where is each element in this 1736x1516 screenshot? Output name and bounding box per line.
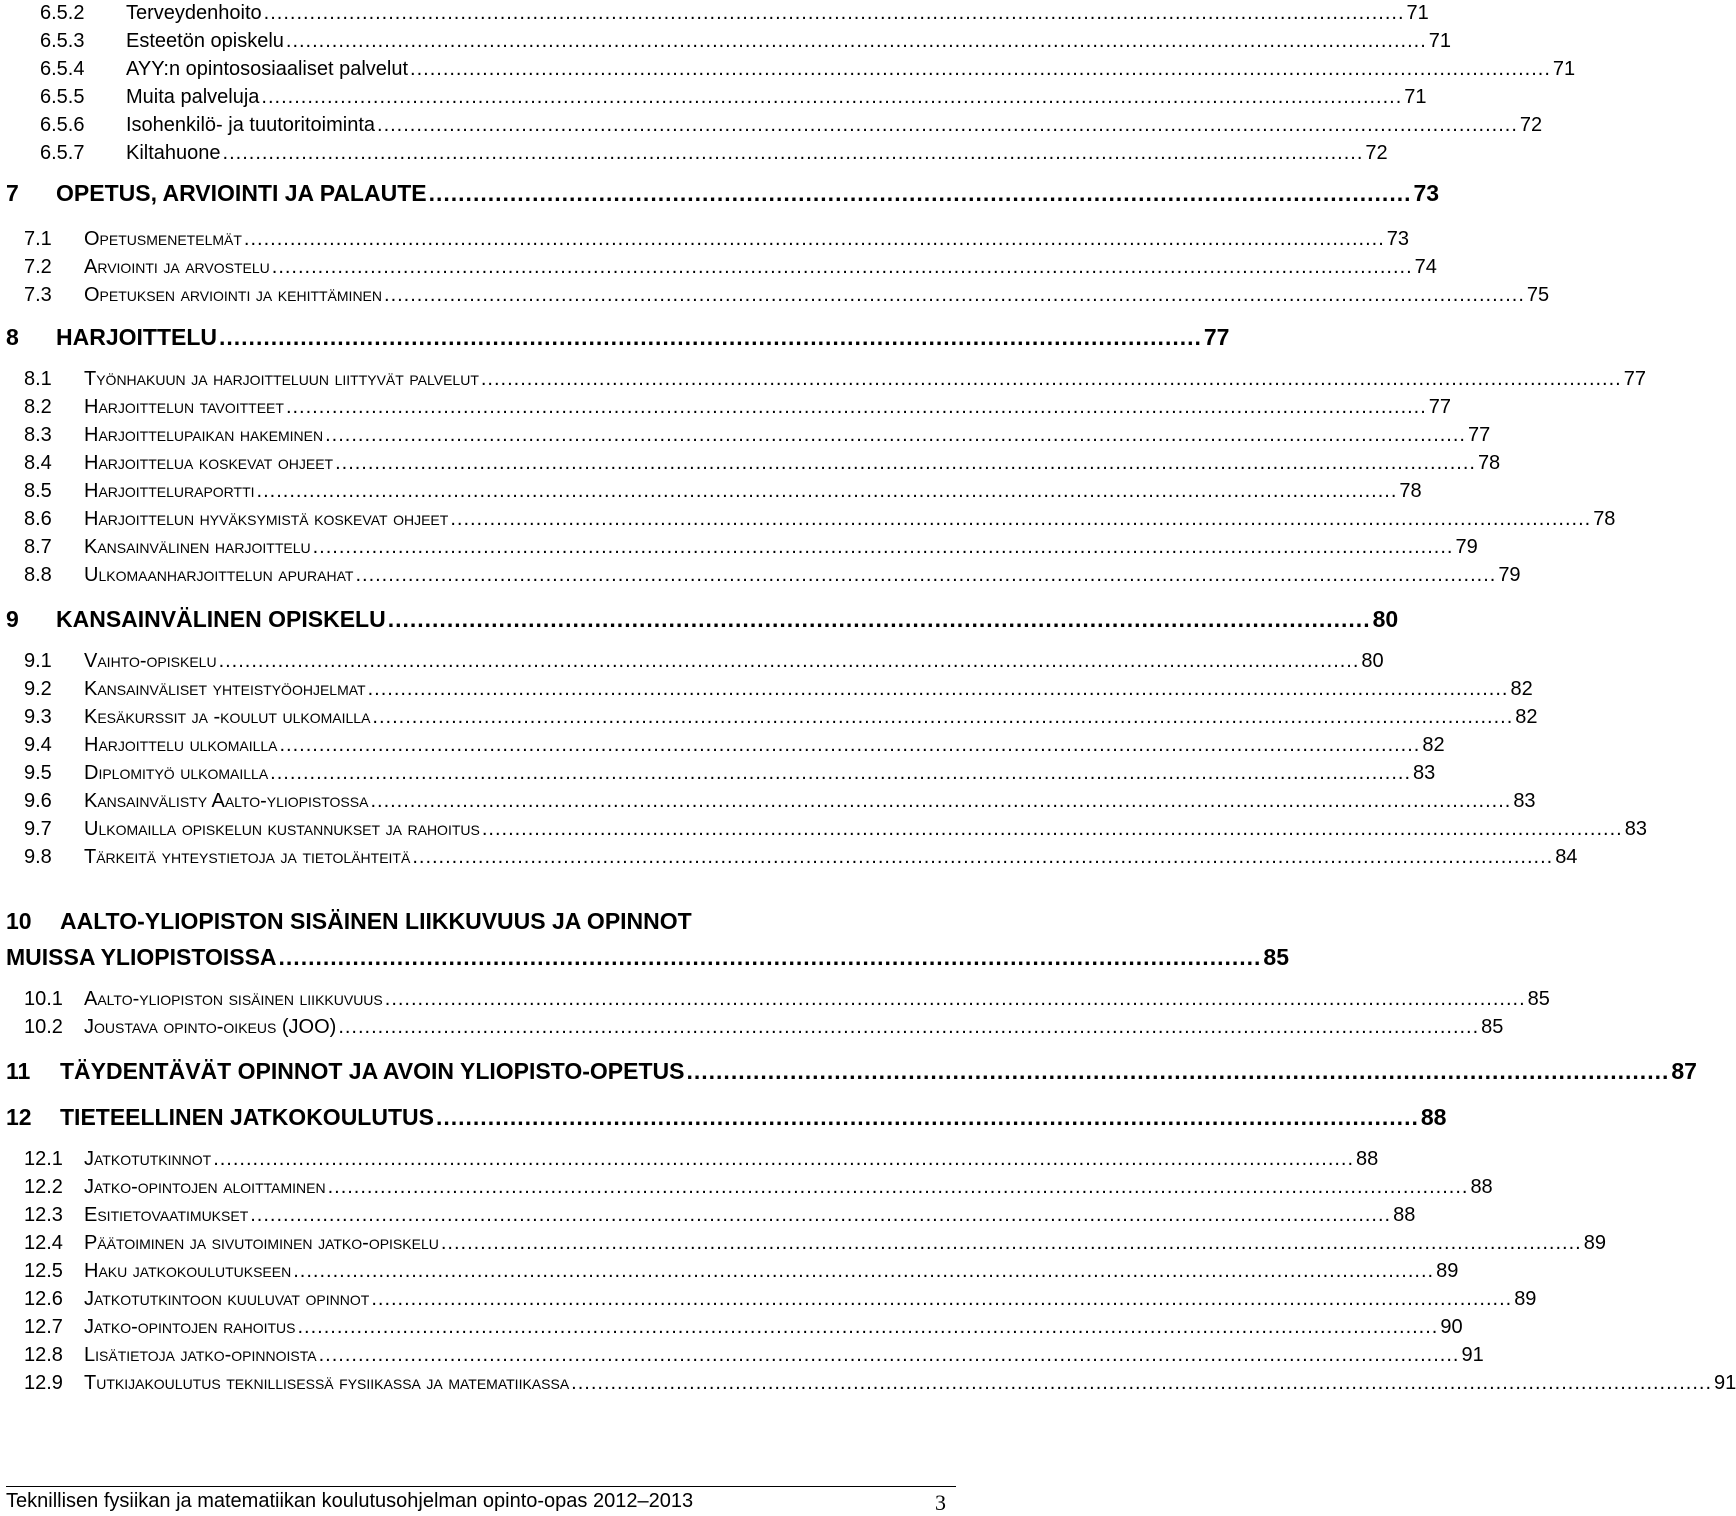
entry-page: 79 bbox=[1498, 564, 1521, 586]
toc-entry[interactable] bbox=[40, 2, 1429, 25]
entry-number: 6.5.6 bbox=[40, 114, 85, 136]
toc-entry[interactable] bbox=[24, 1288, 1537, 1311]
entry-title: Terveydenhoito bbox=[126, 2, 262, 24]
entry-title: Kansainväliset yhteistyöohjelmat bbox=[84, 678, 366, 700]
chapter-title: OPETUS, ARVIOINTI JA PALAUTE bbox=[56, 180, 427, 206]
entry-page: 80 bbox=[1361, 650, 1384, 672]
entry-number: 9.7 bbox=[24, 818, 52, 840]
entry-page: 71 bbox=[1552, 58, 1576, 80]
entry-title: Jatkotutkintoon kuuluvat opinnot bbox=[84, 1288, 370, 1310]
entry-number: 8.3 bbox=[24, 424, 52, 446]
entry-number: 12.6 bbox=[24, 1288, 63, 1310]
leader-dots: .............................................................................................................................................................................. bbox=[297, 1316, 1439, 1338]
toc-entry[interactable] bbox=[24, 228, 1410, 251]
toc-entry[interactable] bbox=[24, 818, 1647, 841]
entry-number: 12.9 bbox=[24, 1372, 63, 1394]
leader-dots: .............................................................................................................................................................................. bbox=[372, 706, 1514, 728]
toc-entry[interactable] bbox=[40, 114, 1543, 137]
chapter-page: 80 bbox=[1372, 606, 1399, 632]
entry-number: 7.2 bbox=[24, 256, 52, 278]
entry-number: 6.5.3 bbox=[40, 30, 85, 52]
entry-number: 8.1 bbox=[24, 368, 52, 390]
entry-number: 8.4 bbox=[24, 452, 52, 474]
chapter-title: HARJOITTELU bbox=[56, 324, 217, 350]
toc-entry[interactable] bbox=[24, 678, 1533, 701]
chapter-page: 73 bbox=[1413, 180, 1440, 206]
toc-entry[interactable] bbox=[24, 1016, 1504, 1039]
entry-title: Kansainvälisty Aalto-yliopistossa bbox=[84, 790, 369, 812]
entry-number: 7.1 bbox=[24, 228, 52, 250]
entry-number: 6.5.4 bbox=[40, 58, 85, 80]
entry-title: Esteetön opiskelu bbox=[126, 30, 284, 52]
toc-entry[interactable] bbox=[24, 762, 1436, 785]
toc-entry[interactable] bbox=[24, 480, 1422, 503]
entry-title: Kesäkurssit ja -koulut ulkomailla bbox=[84, 706, 371, 728]
entry-number: 12.3 bbox=[24, 1204, 63, 1226]
leader-dots: .............................................................................................................................................................................. bbox=[318, 1344, 1460, 1366]
toc-entry[interactable] bbox=[24, 536, 1478, 559]
entry-page: 79 bbox=[1455, 536, 1478, 558]
toc-chapter-line1[interactable] bbox=[6, 908, 954, 935]
entry-number: 6.5.2 bbox=[40, 2, 85, 24]
toc-entry[interactable] bbox=[24, 564, 1521, 587]
toc-entry[interactable] bbox=[24, 1148, 1379, 1171]
toc-entry[interactable] bbox=[24, 1372, 1736, 1395]
entry-page: 91 bbox=[1461, 1344, 1484, 1366]
leader-dots: .............................................................................................................................................................................. bbox=[218, 650, 1360, 672]
entry-title: Muita palveluja bbox=[126, 86, 260, 108]
entry-number: 12.8 bbox=[24, 1344, 63, 1366]
entry-number: 7.3 bbox=[24, 284, 52, 306]
entry-number: 8.8 bbox=[24, 564, 52, 586]
chapter-page: 87 bbox=[1671, 1058, 1697, 1084]
footer-page-number: 3 bbox=[935, 1490, 946, 1515]
leader-dots: .............................................................................................................................................................................. bbox=[256, 480, 1398, 502]
leader-dots: .............................................................................................................................................................................. bbox=[335, 452, 1476, 474]
leader-dots: .............................................................................................................................................................................. bbox=[338, 1016, 1480, 1038]
entry-title: Joustava opinto-oikeus (JOO) bbox=[84, 1016, 337, 1038]
leader-dots: .............................................................................................................................................................................. bbox=[480, 368, 1622, 390]
chapter-title: TÄYDENTÄVÄT OPINNOT JA AVOIN YLIOPISTO-OPETUS bbox=[60, 1058, 685, 1084]
entry-title: AYY:n opintososiaaliset palvelut bbox=[126, 58, 409, 80]
footer-divider bbox=[6, 1486, 956, 1487]
toc-chapter[interactable] bbox=[6, 1104, 1447, 1131]
leader-dots: .............................................................................................................................................................................. bbox=[384, 988, 1526, 1010]
leader-dots: .............................................................................................................................................................................. bbox=[271, 256, 1413, 278]
entry-number: 9.1 bbox=[24, 650, 52, 672]
toc-chapter-line2[interactable] bbox=[6, 944, 1290, 971]
toc-entry[interactable] bbox=[40, 30, 1451, 53]
entry-title: Haku jatkokoulutukseen bbox=[84, 1260, 292, 1282]
leader-dots: .............................................................................................................................................................................. bbox=[377, 114, 1518, 136]
entry-number: 10.2 bbox=[24, 1016, 63, 1038]
entry-page: 82 bbox=[1422, 734, 1445, 756]
entry-page: 88 bbox=[1393, 1204, 1416, 1226]
toc-chapter[interactable] bbox=[6, 324, 1230, 351]
chapter-number: 12 bbox=[6, 1104, 32, 1130]
chapter-title-line2: MUISSA YLIOPISTOISSA bbox=[6, 944, 277, 970]
entry-title: Esitietovaatimukset bbox=[84, 1204, 249, 1226]
leader-dots: .............................................................................................................................................................................. bbox=[243, 228, 1385, 250]
leader-dots: .............................................................................................................................................................................. bbox=[410, 58, 1551, 80]
chapter-number: 9 bbox=[6, 606, 19, 632]
leader-dots: ..................................................................................................................................... bbox=[219, 324, 1202, 350]
entry-page: 78 bbox=[1477, 452, 1501, 474]
leader-dots: .............................................................................................................................................................................. bbox=[213, 1148, 1355, 1170]
leader-dots: ..................................................................................................................................... bbox=[686, 1058, 1670, 1084]
entry-page: 84 bbox=[1555, 846, 1578, 868]
entry-page: 77 bbox=[1467, 424, 1491, 446]
leader-dots: .............................................................................................................................................................................. bbox=[327, 1176, 1469, 1198]
entry-page: 85 bbox=[1527, 988, 1550, 1010]
entry-title: Ulkomailla opiskelun kustannukset ja rahoitus bbox=[84, 818, 480, 840]
leader-dots: .............................................................................................................................................................................. bbox=[370, 790, 1512, 812]
entry-number: 10.1 bbox=[24, 988, 63, 1010]
entry-number: 9.5 bbox=[24, 762, 52, 784]
entry-number: 12.1 bbox=[24, 1148, 63, 1170]
leader-dots: ..................................................................................................................................... bbox=[278, 944, 1262, 970]
leader-dots: ..................................................................................................................................... bbox=[387, 606, 1371, 632]
entry-title: Aalto-yliopiston sisäinen liikkuvuus bbox=[84, 988, 383, 1010]
leader-dots: .............................................................................................................................................................................. bbox=[263, 2, 1405, 24]
toc-entry[interactable] bbox=[24, 256, 1437, 279]
toc-entry[interactable] bbox=[24, 1204, 1416, 1227]
entry-title: Ulkomaanharjoittelun apurahat bbox=[84, 564, 354, 586]
leader-dots: .............................................................................................................................................................................. bbox=[367, 678, 1509, 700]
entry-title: Kansainvälinen harjoittelu bbox=[84, 536, 311, 558]
footer-title: Teknillisen fysiikan ja matematiikan koulutusohjelman opinto-opas 2012–2013 bbox=[6, 1490, 694, 1512]
toc-chapter[interactable] bbox=[6, 180, 1440, 207]
toc-entry[interactable] bbox=[24, 284, 1550, 307]
chapter-number: 11 bbox=[6, 1058, 31, 1084]
entry-page: 74 bbox=[1414, 256, 1437, 278]
entry-title: Jatkotutkinnot bbox=[84, 1148, 212, 1170]
entry-title: Harjoittelua koskevat ohjeet bbox=[84, 452, 334, 474]
entry-title: Harjoittelun hyväksymistä koskevat ohjeet bbox=[84, 508, 449, 530]
entry-number: 12.7 bbox=[24, 1316, 63, 1338]
toc-entry[interactable] bbox=[24, 508, 1616, 531]
entry-number: 9.6 bbox=[24, 790, 52, 812]
entry-number: 12.4 bbox=[24, 1232, 63, 1254]
entry-page: 89 bbox=[1436, 1260, 1459, 1282]
leader-dots: .............................................................................................................................................................................. bbox=[412, 846, 1554, 868]
entry-page: 83 bbox=[1624, 818, 1647, 840]
entry-page: 88 bbox=[1356, 1148, 1379, 1170]
entry-page: 82 bbox=[1515, 706, 1538, 728]
entry-page: 72 bbox=[1519, 114, 1543, 136]
toc-entry[interactable] bbox=[24, 1260, 1459, 1283]
entry-title: Opetusmenetelmät bbox=[84, 228, 242, 250]
entry-title: Harjoittelu ulkomailla bbox=[84, 734, 278, 756]
toc-entry[interactable] bbox=[24, 650, 1384, 673]
toc-entry[interactable] bbox=[24, 846, 1578, 869]
entry-page: 75 bbox=[1526, 284, 1550, 306]
leader-dots: .............................................................................................................................................................................. bbox=[285, 30, 1427, 52]
chapter-page: 85 bbox=[1263, 944, 1290, 970]
toc-entry[interactable] bbox=[24, 988, 1550, 1011]
entry-number: 6.5.7 bbox=[40, 142, 85, 164]
entry-number: 9.8 bbox=[24, 846, 52, 868]
leader-dots: .............................................................................................................................................................................. bbox=[325, 424, 1466, 446]
leader-dots: .............................................................................................................................................................................. bbox=[440, 1232, 1582, 1254]
entry-page: 83 bbox=[1513, 790, 1536, 812]
entry-page: 78 bbox=[1593, 508, 1616, 530]
toc-entry[interactable] bbox=[24, 1232, 1606, 1255]
toc-entry[interactable] bbox=[40, 58, 1576, 81]
leader-dots: .............................................................................................................................................................................. bbox=[222, 142, 1364, 164]
chapter-number: 8 bbox=[6, 324, 19, 350]
entry-page: 90 bbox=[1440, 1316, 1463, 1338]
entry-page: 71 bbox=[1404, 86, 1427, 108]
entry-page: 89 bbox=[1514, 1288, 1537, 1310]
entry-number: 8.7 bbox=[24, 536, 52, 558]
toc-entry[interactable] bbox=[24, 424, 1491, 447]
entry-title: Harjoitteluraportti bbox=[84, 480, 255, 502]
entry-title: Harjoittelupaikan hakeminen bbox=[84, 424, 324, 446]
entry-page: 85 bbox=[1481, 1016, 1504, 1038]
entry-title: Diplomityö ulkomailla bbox=[84, 762, 269, 784]
entry-number: 9.3 bbox=[24, 706, 52, 728]
entry-page: 77 bbox=[1623, 368, 1646, 390]
leader-dots: .............................................................................................................................................................................. bbox=[355, 564, 1497, 586]
entry-number: 8.2 bbox=[24, 396, 52, 418]
leader-dots: ..................................................................................................................................... bbox=[428, 180, 1412, 206]
entry-number: 9.4 bbox=[24, 734, 52, 756]
entry-page: 73 bbox=[1386, 228, 1410, 250]
entry-title: Isohenkilö- ja tuutoritoiminta bbox=[126, 114, 376, 136]
entry-page: 78 bbox=[1399, 480, 1422, 502]
leader-dots: .............................................................................................................................................................................. bbox=[571, 1372, 1713, 1394]
leader-dots: .............................................................................................................................................................................. bbox=[371, 1288, 1513, 1310]
entry-number: 12.2 bbox=[24, 1176, 63, 1198]
entry-title: Lisätietoja jatko-opinnoista bbox=[84, 1344, 317, 1366]
entry-number: 8.6 bbox=[24, 508, 52, 530]
entry-title: Tärkeitä yhteystietoja ja tietolähteitä bbox=[84, 846, 411, 868]
leader-dots: ..................................................................................................................................... bbox=[435, 1104, 1419, 1130]
toc-entry[interactable] bbox=[24, 1344, 1484, 1367]
entry-title: Jatko-opintojen aloittaminen bbox=[84, 1176, 326, 1198]
entry-page: 82 bbox=[1510, 678, 1533, 700]
entry-page: 72 bbox=[1365, 142, 1388, 164]
toc-entry[interactable] bbox=[24, 734, 1445, 757]
chapter-page: 88 bbox=[1420, 1104, 1447, 1130]
toc-entry[interactable] bbox=[24, 790, 1536, 813]
chapter-page: 77 bbox=[1203, 324, 1230, 350]
chapter-title: TIETEELLINEN JATKOKOULUTUS bbox=[60, 1104, 434, 1130]
entry-page: 88 bbox=[1470, 1176, 1493, 1198]
entry-title: Päätoiminen ja sivutoiminen jatko-opiskelu bbox=[84, 1232, 439, 1254]
entry-title: Työnhakuun ja harjoitteluun liittyvät palvelut bbox=[84, 368, 479, 390]
entry-title: Opetuksen arviointi ja kehittäminen bbox=[84, 284, 383, 306]
leader-dots: .............................................................................................................................................................................. bbox=[450, 508, 1592, 530]
entry-number: 9.2 bbox=[24, 678, 52, 700]
chapter-title: KANSAINVÄLINEN OPISKELU bbox=[56, 606, 386, 632]
entry-number: 8.5 bbox=[24, 480, 52, 502]
leader-dots: .............................................................................................................................................................................. bbox=[250, 1204, 1392, 1226]
toc-entry[interactable] bbox=[24, 396, 1452, 419]
chapter-title-line1: AALTO-YLIOPISTON SISÄINEN LIIKKUVUUS JA OPINNOT bbox=[60, 908, 692, 934]
entry-title: Vaihto-opiskelu bbox=[84, 650, 217, 672]
leader-dots: .............................................................................................................................................................................. bbox=[261, 86, 1403, 108]
leader-dots: .............................................................................................................................................................................. bbox=[279, 734, 1421, 756]
entry-page: 71 bbox=[1406, 2, 1429, 24]
entry-page: 71 bbox=[1428, 30, 1451, 52]
entry-title: Harjoittelun tavoitteet bbox=[84, 396, 284, 418]
toc-entry[interactable] bbox=[40, 142, 1388, 165]
toc-entry[interactable] bbox=[24, 706, 1538, 729]
leader-dots: .............................................................................................................................................................................. bbox=[481, 818, 1623, 840]
entry-page: 91 bbox=[1714, 1372, 1736, 1394]
toc-chapter[interactable] bbox=[6, 1058, 1697, 1085]
entry-page: 83 bbox=[1413, 762, 1436, 784]
toc-entry[interactable] bbox=[40, 86, 1427, 109]
leader-dots: .............................................................................................................................................................................. bbox=[293, 1260, 1435, 1282]
toc-chapter[interactable] bbox=[6, 606, 1399, 633]
entry-page: 77 bbox=[1428, 396, 1452, 418]
toc-entry[interactable] bbox=[24, 368, 1646, 391]
leader-dots: .............................................................................................................................................................................. bbox=[270, 762, 1412, 784]
toc-entry[interactable] bbox=[24, 452, 1501, 475]
entry-title: Tutkijakoulutus teknillisessä fysiikassa ja matematiikassa bbox=[84, 1372, 570, 1394]
leader-dots: .............................................................................................................................................................................. bbox=[312, 536, 1454, 558]
toc-entry[interactable] bbox=[24, 1316, 1463, 1339]
chapter-number: 10 bbox=[6, 908, 32, 934]
leader-dots: .............................................................................................................................................................................. bbox=[384, 284, 1525, 306]
chapter-number: 7 bbox=[6, 180, 19, 206]
entry-title: Kiltahuone bbox=[126, 142, 221, 164]
toc-entry[interactable] bbox=[24, 1176, 1493, 1199]
leader-dots: .............................................................................................................................................................................. bbox=[285, 396, 1427, 418]
entry-title: Arviointi ja arvostelu bbox=[84, 256, 270, 278]
entry-title: Jatko-opintojen rahoitus bbox=[84, 1316, 296, 1338]
entry-number: 12.5 bbox=[24, 1260, 63, 1282]
entry-page: 89 bbox=[1583, 1232, 1606, 1254]
entry-number: 6.5.5 bbox=[40, 86, 85, 108]
